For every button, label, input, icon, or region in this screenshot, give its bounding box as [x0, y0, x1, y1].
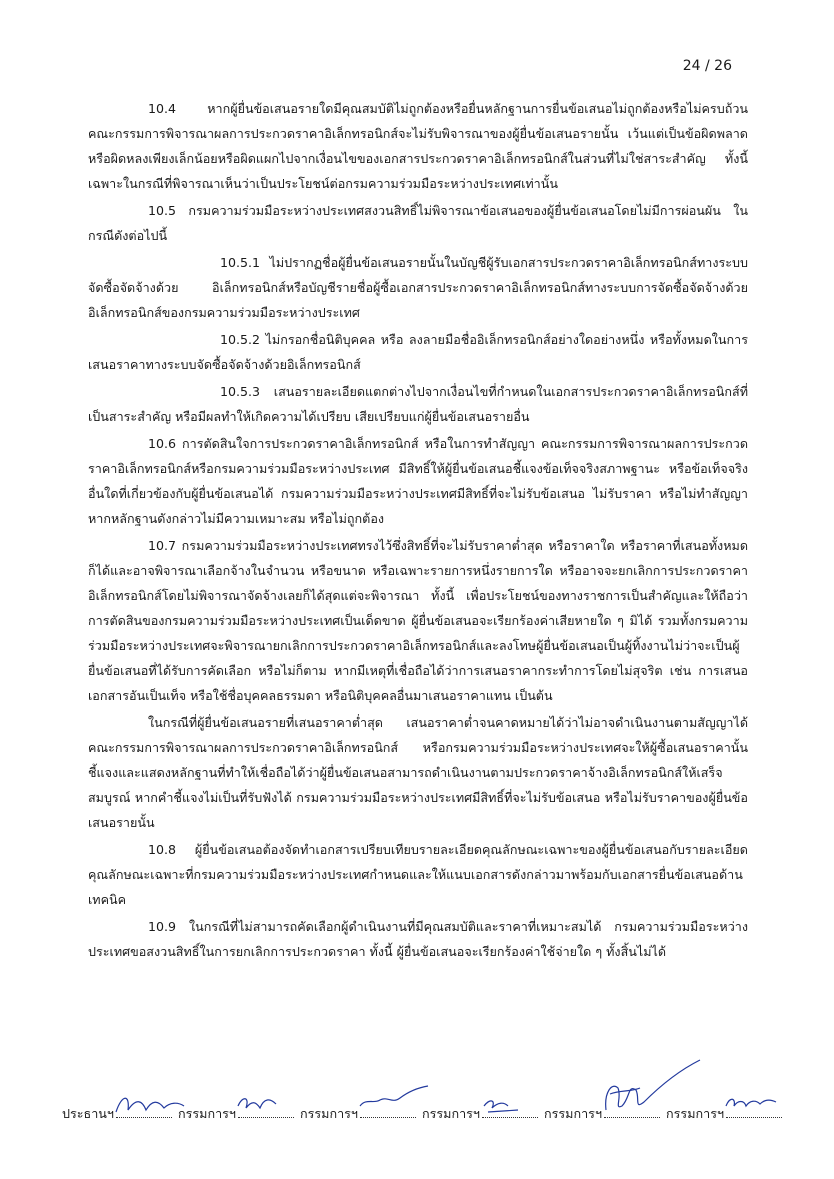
clause-10-5-1: 10.5.1 ไม่ปรากฏชื่อผู้ยื่นข้อเสนอรายนั้นในบัญชีผู้รับเอกสารประกวดราคาอิเล็กทรอนิกส์ทางระบบจัดซื้อจัดจ้างด้วย อิเล็กทรอนิกส์หรือบัญชีรายชื่อผู้ซื้อเอกสารประกวดราคาอิเล็กทรอนิกส์ทางระบบการจัดซื้อจัดจ้างด้วยอิเล็กทรอนิกส์ของกรมความร่วมมือระหว่างประเทศ [88, 255, 748, 320]
clause-10-4: 10.4 หากผู้ยื่นข้อเสนอรายใดมีคุณสมบัติไม่ถูกต้องหรือยื่นหลักฐานการยื่นข้อเสนอไม่ถูกต้องหรือไม่ครบถ้วน คณะกรรมการพิจารณาผลการประกวดราคาอิเล็กทรอนิกส์จะไม่รับพิจารณาของผู้ยื่นข้อเสนอรายนั้น เว้นแต่เป็นข้อผิดพลาดหรือผิดหลงเพียงเล็กน้อยหรือผิดแผกไปจากเงื่อนไขของเอกสารประกวดราคาอิเล็กทรอนิกส์ในส่วนที่ไม่ใช่สาระสำคัญ ทั้งนี้ เฉพาะในกรณีที่พิจารณาเห็นว่าเป็นประโยชน์ต่อกรมความร่วมมือระหว่างประเทศเท่านั้น [88, 101, 748, 191]
signature-slot-member-3 [422, 1104, 540, 1124]
clause-10-5: 10.5 กรมความร่วมมือระหว่างประเทศสงวนสิทธิ์ไม่พิจารณาข้อเสนอของผู้ยื่นข้อเสนอโดยไม่มีการผ่อนผัน ในกรณีดังต่อไปนี้ [88, 203, 748, 243]
member-label-4: กรรมการฯ [544, 1106, 603, 1121]
clause-10-9: 10.9 ในกรณีที่ไม่สามารถคัดเลือกผู้ดำเนินงานที่มีคุณสมบัติและราคาที่เหมาะสมได้ กรมความร่วมมือระหว่างประเทศขอสงวนสิทธิ์ในการยกเลิกการประกวดราคา ทั้งนี้ ผู้ยื่นข้อเสนอจะเรียกร้องค่าใช้จ่ายใด ๆ ทั้งสิ้นไม่ได้ [88, 919, 748, 959]
clause-10-7: 10.7 กรมความร่วมมือระหว่างประเทศทรงไว้ซึ่งสิทธิ์ที่จะไม่รับราคาต่ำสุด หรือราคาใด หรือราคาที่เสนอทั้งหมดก็ได้และอาจพิจารณาเลือกจ้างในจำนวน หรือขนาด หรือเฉพาะรายการหนึ่งรายการใด หรืออาจจะยกเลิกการประกวดราคาอิเล็กทรอนิกส์โดยไม่พิจารณาจัดจ้างเลยก็ได้สุดแต่จะพิจารณา ทั้งนี้ เพื่อประโยชน์ของทางราชการเป็นสำคัญและให้ถือว่าการตัดสินของกรมความร่วมมือระหว่างประเทศเป็นเด็ดขาด ผู้ยื่นข้อเสนอจะเรียกร้องค่าเสียหายใด ๆ มิได้ รวมทั้งกรมความร่วมมือระหว่างประเทศจะพิจารณายกเลิกการประกวดราคาอิเล็กทรอนิกส์และลงโทษผู้ยื่นข้อเสนอเป็นผู้ทิ้งงานไม่ว่าจะเป็นผู้ยื่นข้อเสนอที่ได้รับการคัดเลือก หรือไม่ก็ตาม หากมีเหตุที่เชื่อถือได้ว่าการเสนอราคากระทำการโดยไม่สุจริต เช่น การเสนอเอกสารอันเป็นเท็จ หรือใช้ชื่อบุคคลธรรมดา หรือนิติบุคคลอื่นมาเสนอราคาแทน เป็นต้น [88, 538, 748, 703]
clause-10-5-3: 10.5.3 เสนอรายละเอียดแตกต่างไปจากเงื่อนไขที่กำหนดในเอกสารประกวดราคาอิเล็กทรอนิกส์ที่เป็นสาระสำคัญ หรือมีผลทำให้เกิดความได้เปรียบ เสียเปรียบแก่ผู้ยื่นข้อเสนอรายอื่น [88, 384, 748, 424]
signature-slot-member-4 [544, 1104, 662, 1124]
member-label-3: กรรมการฯ [422, 1106, 481, 1121]
signature-member-5 [724, 1088, 804, 1118]
chair-label: ประธานฯ [62, 1106, 114, 1121]
member-label-1: กรรมการฯ [177, 1106, 236, 1121]
signature-footer [62, 1080, 762, 1124]
page-number: 24 / 26 [682, 58, 732, 74]
signature-slot-member-1 [178, 1104, 296, 1124]
signature-member-3 [482, 1092, 552, 1118]
signature-slot-member-5 [666, 1104, 784, 1124]
signature-slot-member-2 [300, 1104, 418, 1124]
document-body [88, 96, 748, 966]
signature-row [62, 1104, 784, 1124]
member-label-2: กรรมการฯ [300, 1106, 358, 1121]
clause-10-7-continued: ในกรณีที่ผู้ยื่นข้อเสนอรายที่เสนอราคาต่ำสุด เสนอราคาต่ำจนคาดหมายได้ว่าไม่อาจดำเนินงานตามสัญญาได้ คณะกรรมการพิจารณาผลการประกวดราคาอิเล็กทรอนิกส์ หรือกรมความร่วมมือระหว่างประเทศจะให้ผู้ซื้อเสนอราคานั้นชี้แจงและแสดงหลักฐานที่ทำให้เชื่อถือได้ว่าผู้ยื่นข้อเสนอสามารถดำเนินงานตามประกวดราคาจ้างอิเล็กทรอนิกส์ให้เสร็จสมบูรณ์ หากคำชี้แจงไม่เป็นที่รับฟังได้ กรมความร่วมมือระหว่างประเทศมีสิทธิ์ที่จะไม่รับข้อเสนอ หรือไม่รับราคาของผู้ยื่นข้อเสนอรายนั้น [88, 715, 748, 830]
signature-slot-chair [62, 1104, 174, 1124]
clause-10-6: 10.6 การตัดสินใจการประกวดราคาอิเล็กทรอนิกส์ หรือในการทำสัญญา คณะกรรมการพิจารณาผลการประกวดราคาอิเล็กทรอนิกส์หรือกรมความร่วมมือระหว่างประเทศ มีสิทธิ์ให้ผู้ยื่นข้อเสนอชี้แจงข้อเท็จจริงสภาพฐานะ หรือข้อเท็จจริงอื่นใดที่เกี่ยวข้องกับผู้ยื่นข้อเสนอได้ กรมความร่วมมือระหว่างประเทศมีสิทธิ์ที่จะไม่รับข้อเสนอ ไม่รับราคา หรือไม่ทำสัญญาหากหลักฐานดังกล่าวไม่มีความเหมาะสม หรือไม่ถูกต้อง [88, 436, 748, 526]
member-label-5: กรรมการฯ [666, 1106, 725, 1121]
clause-10-8: 10.8 ผู้ยื่นข้อเสนอต้องจัดทำเอกสารเปรียบเทียบรายละเอียดคุณลักษณะเฉพาะของผู้ยื่นข้อเสนอกับรายละเอียดคุณลักษณะเฉพาะที่กรมความร่วมมือระหว่างประเทศกำหนดและให้แนบเอกสารดังกล่าวมาพร้อมกับเอกสารยื่นข้อเสนอด้านเทคนิค [88, 842, 748, 907]
clause-10-5-2: 10.5.2 ไม่กรอกชื่อนิติบุคคล หรือ ลงลายมือชื่ออิเล็กทรอนิกส์อย่างใดอย่างหนึ่ง หรือทั้งหมดในการเสนอราคาทางระบบจัดซื้อจัดจ้างด้วยอิเล็กทรอนิกส์ [88, 332, 748, 372]
